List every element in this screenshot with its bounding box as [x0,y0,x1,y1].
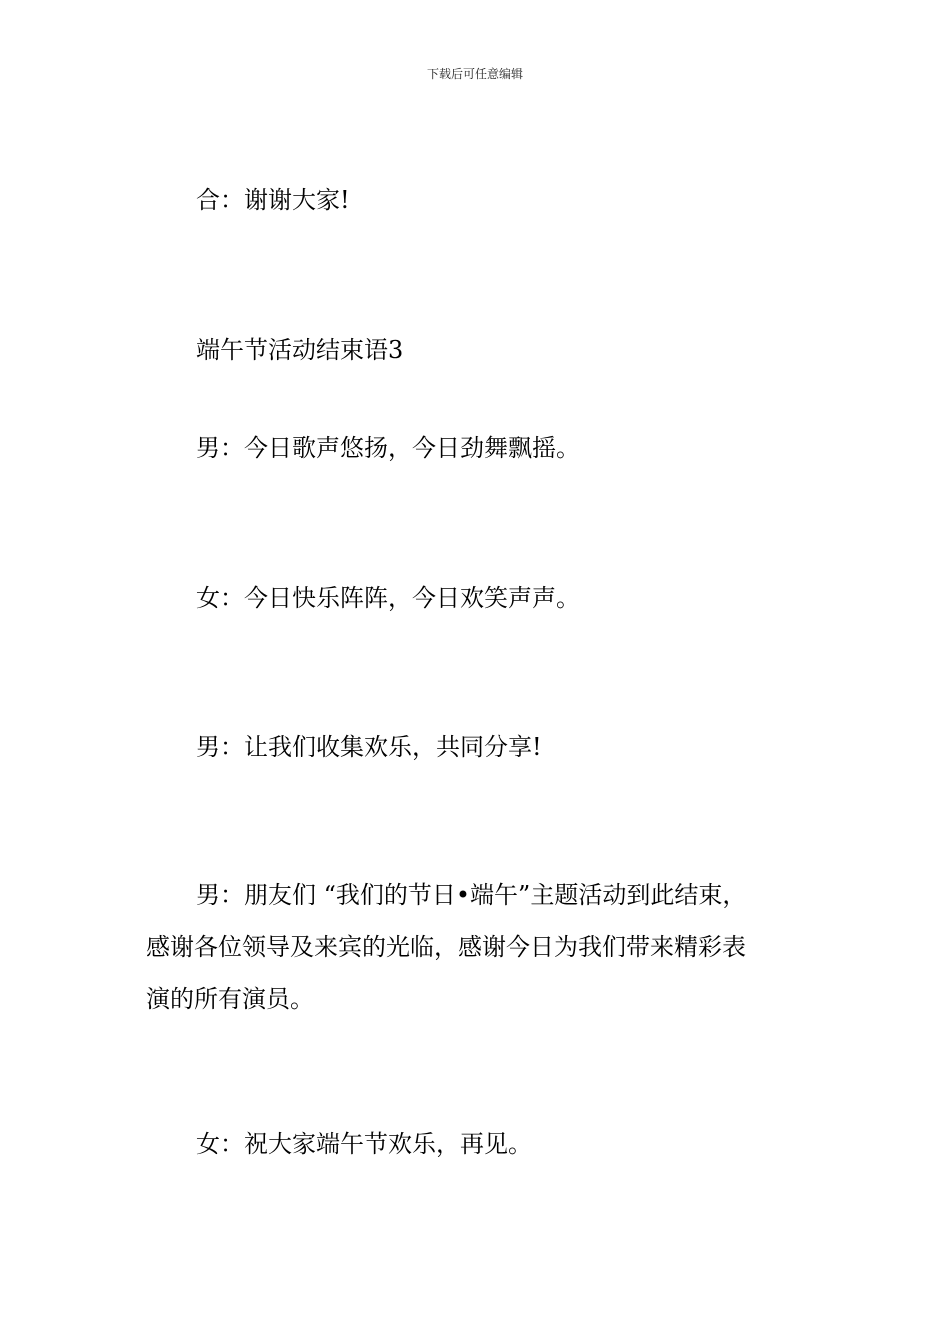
paragraph-female-1: 女：今日快乐阵阵，今日欢笑声声。 [196,584,580,612]
paragraph-closing: 女：祝大家端午节欢乐，再见。 [196,1130,532,1158]
paragraph-thanks: 合：谢谢大家! [196,186,350,214]
paragraph-line: 演的所有演员。 [146,985,314,1013]
paragraph-line: 感谢各位领导及来宾的光临，感谢今日为我们带来精彩表 [146,933,746,961]
paragraph-male-2: 男：让我们收集欢乐，共同分享! [196,733,542,761]
paragraph-male-3 [146,869,746,1025]
page-header: 下载后可任意编辑 [426,67,523,81]
section-title: 端午节活动结束语3 [196,336,404,364]
paragraph-male-1: 男：今日歌声悠扬，今日劲舞飘摇。 [196,434,580,462]
paragraph-line: 男：朋友们 “我们的节日•端午”主题活动到此结束， [196,881,747,909]
